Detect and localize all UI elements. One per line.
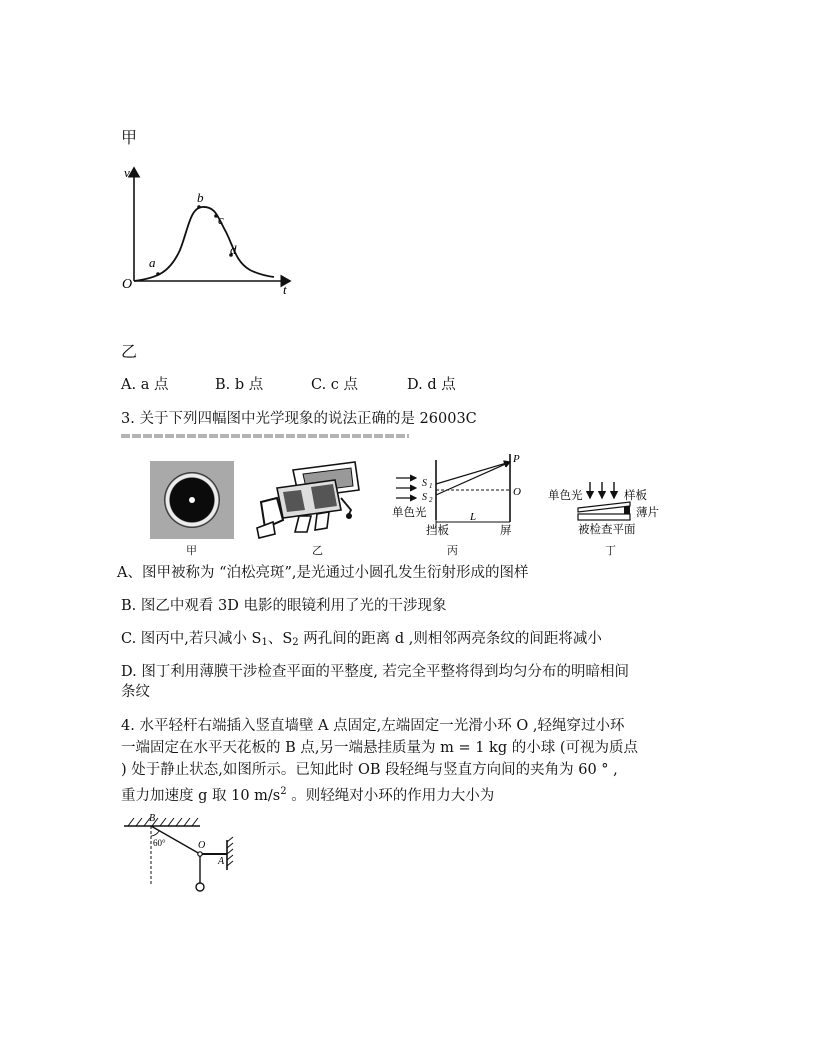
svg-text:S: S [422,478,427,489]
svg-text:薄片: 薄片 [636,505,659,519]
q4-line1: 4. 水平轻杆右端插入竖直墙壁 A 点固定,左端固定一光滑小环 O ,轻绳穿过小环 [121,718,625,734]
axis-t-label: t [283,282,287,295]
ring-rope-diagram [120,810,240,895]
q2-option-b: B. b 点 [215,377,264,393]
point-a [156,272,160,276]
label-b: b [197,190,204,205]
q3-option-d-line2: 条纹 [121,684,150,700]
svg-text:B: B [149,813,156,824]
svg-text:L: L [470,511,477,523]
q2-option-a: A. a 点 [121,377,169,393]
q4-line4: 重力加速度 g 取 10 $m/s^2$ 。则轻绳对小环的作用力大小为 [121,786,495,804]
q3-option-b: B. 图乙中观看 3D 电影的眼镜利用了光的干涉现象 [121,598,447,614]
q3-option-c: C. 图丙中,若只减小 $S_1$、$S_2$ 两孔间的距离 d ,则相邻两亮条纹的间距将减小 [121,631,602,648]
poisson-spot-image [150,461,234,539]
q2-option-d: D. d 点 [407,377,456,393]
origin-label: O [122,277,133,292]
svg-text:单色光: 单色光 [392,505,427,519]
svg-text:屏: 屏 [500,523,512,537]
svg-text:P: P [513,453,520,465]
svg-text:被检查平面: 被检查平面 [578,522,636,536]
3d-glasses-drawing [255,458,365,540]
svg-text:样板: 样板 [624,488,647,502]
q3-option-a: A、图甲被称为 “泊松亮斑”,是光通过小圆孔发生衍射形成的图样 [117,565,529,581]
svg-text:1: 1 [429,482,433,490]
ring-o [198,852,202,856]
caption-bing: 丙 [447,544,458,557]
caption-yi: 乙 [312,544,323,557]
thin-film-diagram [544,452,664,540]
point-b [197,205,201,209]
figure-label-yi: 乙 [121,342,138,361]
figure-label-jia: 甲 [121,128,138,147]
q3-stem: 3. 关于下列四幅图中光学现象的说法正确的是 26003C [121,411,477,427]
ball [196,883,204,891]
svg-text:O: O [198,840,206,851]
svg-text:60°: 60° [153,838,166,848]
svg-text:单色光: 单色光 [548,488,583,502]
cut-off-text-remnant [121,434,409,438]
double-slit-diagram [392,450,532,542]
q3-option-d-line1: D. 图丁利用薄膜干涉检查平面的平整度, 若完全平整将得到均匀分布的明暗相间 [121,664,630,680]
svg-text:挡板: 挡板 [426,523,449,537]
q4-line3: ) 处于静止状态,如图所示。已知此时 OB 段轻绳与竖直方向间的夹角为 60 ° , [121,762,618,778]
velocity-time-graph [118,160,298,295]
svg-text:A: A [218,856,225,867]
label-c: c [218,212,224,227]
label-d: d [230,242,237,257]
caption-jia: 甲 [186,544,197,557]
q4-line2: 一端固定在水平天花板的 B 点,另一端悬挂质量为 m = 1 kg 的小球 (可视为质点 [121,740,638,756]
svg-text:2: 2 [429,496,433,504]
q2-option-c: C. c 点 [311,377,359,393]
svg-text:S: S [422,492,427,503]
caption-ding: 丁 [605,544,616,557]
label-a: a [149,255,156,270]
svg-text:O: O [513,486,521,498]
axis-v-label: v [124,165,130,180]
